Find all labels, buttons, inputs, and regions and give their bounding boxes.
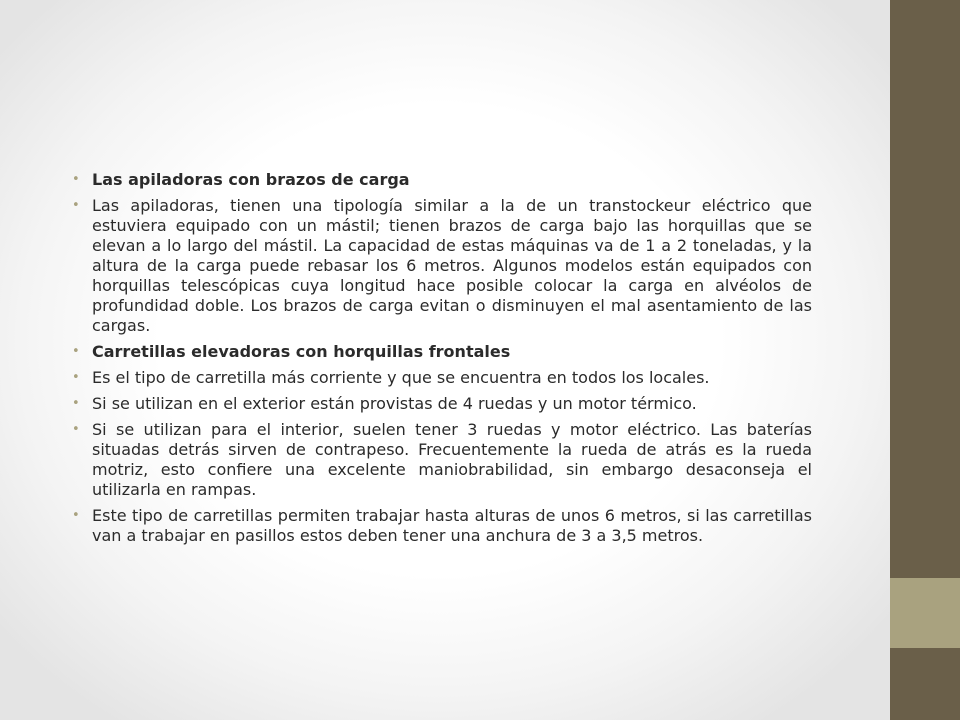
bullet-icon: • xyxy=(72,396,80,411)
bullet-item-4 xyxy=(72,368,812,388)
theme-accent-band xyxy=(890,578,960,648)
bullet-text: Este tipo de carretillas permiten trabajar hasta alturas de unos 6 metros, si las carretillas van a trabajar en pasillos estos deben tener una anchura de 3 a 3,5 metros. xyxy=(92,506,812,545)
bullet-item-6 xyxy=(72,420,812,500)
bullet-icon: • xyxy=(72,422,80,437)
bullet-icon: • xyxy=(72,344,80,359)
theme-sidebar xyxy=(890,0,960,720)
bullet-item-1 xyxy=(72,170,812,190)
bullet-icon: • xyxy=(72,370,80,385)
bullet-text: Si se utilizan para el interior, suelen tener 3 ruedas y motor eléctrico. Las baterías situadas detrás sirven de contrapeso. Frecuentemente la rueda de atrás es la rueda motriz, esto confiere una excelente maniobrabilidad, sin embargo desaconseja el utilizarla en rampas. xyxy=(92,420,812,499)
bullet-text: Las apiladoras con brazos de carga xyxy=(92,170,410,189)
bullet-icon: • xyxy=(72,172,80,187)
bullet-item-7 xyxy=(72,506,812,546)
bullet-text: Las apiladoras, tienen una tipología similar a la de un transtockeur eléctrico que estuviera equipado con un mástil; tienen brazos de carga bajo las horquillas que se elevan a lo largo del mástil. La capacidad de estas máquinas va de 1 a 2 toneladas, y la altura de la carga puede rebasar los 6 metros. Algunos modelos están equipados con horquillas telescópicas cuya longitud hace posible colocar la carga en alvéolos de profundidad doble. Los brazos de carga evitan o disminuyen el mal asentamiento de las cargas. xyxy=(92,196,812,335)
bullet-text: Es el tipo de carretilla más corriente y que se encuentra en todos los locales. xyxy=(92,368,710,387)
bullet-item-2 xyxy=(72,196,812,336)
bullet-icon: • xyxy=(72,198,80,213)
bullet-icon: • xyxy=(72,508,80,523)
bullet-item-3 xyxy=(72,342,812,362)
bullet-text: Carretillas elevadoras con horquillas frontales xyxy=(92,342,511,361)
slide-body xyxy=(72,170,812,552)
bullet-item-5 xyxy=(72,394,812,414)
bullet-text: Si se utilizan en el exterior están provistas de 4 ruedas y un motor térmico. xyxy=(92,394,697,413)
bullet-list xyxy=(72,170,812,546)
